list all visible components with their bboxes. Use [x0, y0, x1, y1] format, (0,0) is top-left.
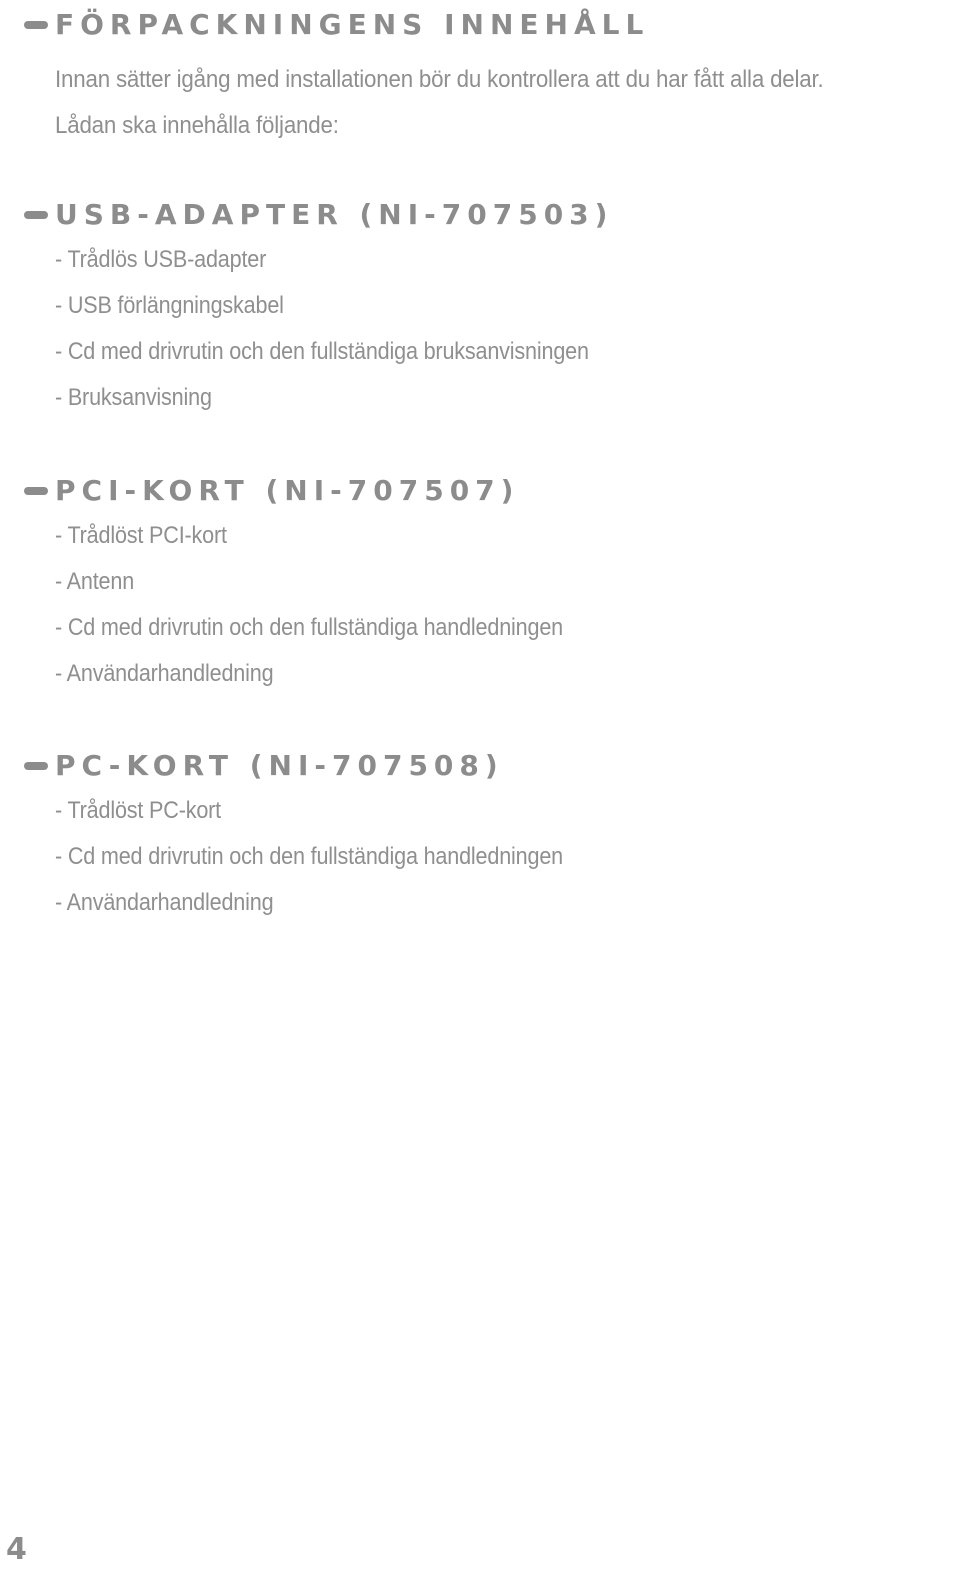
section-package-contents [0, 8, 960, 149]
heading-text: USB-ADAPTER (NI-707503) [55, 198, 614, 231]
list-item: - Cd med drivrutin och den fullständiga handledningen [55, 843, 564, 870]
list-item: - USB förlängningskabel [55, 292, 284, 319]
section-heading [0, 749, 960, 789]
list-item: - Antenn [55, 568, 135, 595]
intro-line: Lådan ska innehålla följande: [55, 112, 339, 139]
list-item: - Bruksanvisning [55, 384, 212, 411]
heading-text: PC-KORT (NI-707508) [55, 749, 504, 782]
intro-text [0, 57, 960, 149]
list-item: - Användarhandledning [55, 889, 274, 916]
section-pc-card [0, 749, 960, 926]
list-item: - Användarhandledning [55, 660, 274, 687]
section-heading [0, 8, 960, 48]
list-item: - Cd med drivrutin och den fullständiga bruksanvisningen [55, 338, 589, 365]
item-list [0, 513, 960, 697]
heading-text: FÖRPACKNINGENS INNEHÅLL [55, 8, 650, 41]
section-pci-card [0, 474, 960, 697]
section-heading [0, 474, 960, 514]
section-heading [0, 198, 960, 238]
heading-dash-icon [24, 762, 48, 770]
intro-line: Innan sätter igång med installationen bör du kontrollera att du har fått alla delar. [55, 66, 824, 93]
list-item: - Cd med drivrutin och den fullständiga handledningen [55, 614, 564, 641]
item-list [0, 788, 960, 926]
heading-dash-icon [24, 21, 48, 29]
item-list [0, 237, 960, 421]
heading-text: PCI-KORT (NI-707507) [55, 474, 520, 507]
heading-dash-icon [24, 487, 48, 495]
list-item: - Trådlös USB-adapter [55, 246, 267, 273]
section-usb-adapter [0, 198, 960, 421]
list-item: - Trådlöst PCI-kort [55, 522, 227, 549]
list-item: - Trådlöst PC-kort [55, 797, 222, 824]
page-number: 4 [6, 1532, 27, 1567]
heading-dash-icon [24, 211, 48, 219]
